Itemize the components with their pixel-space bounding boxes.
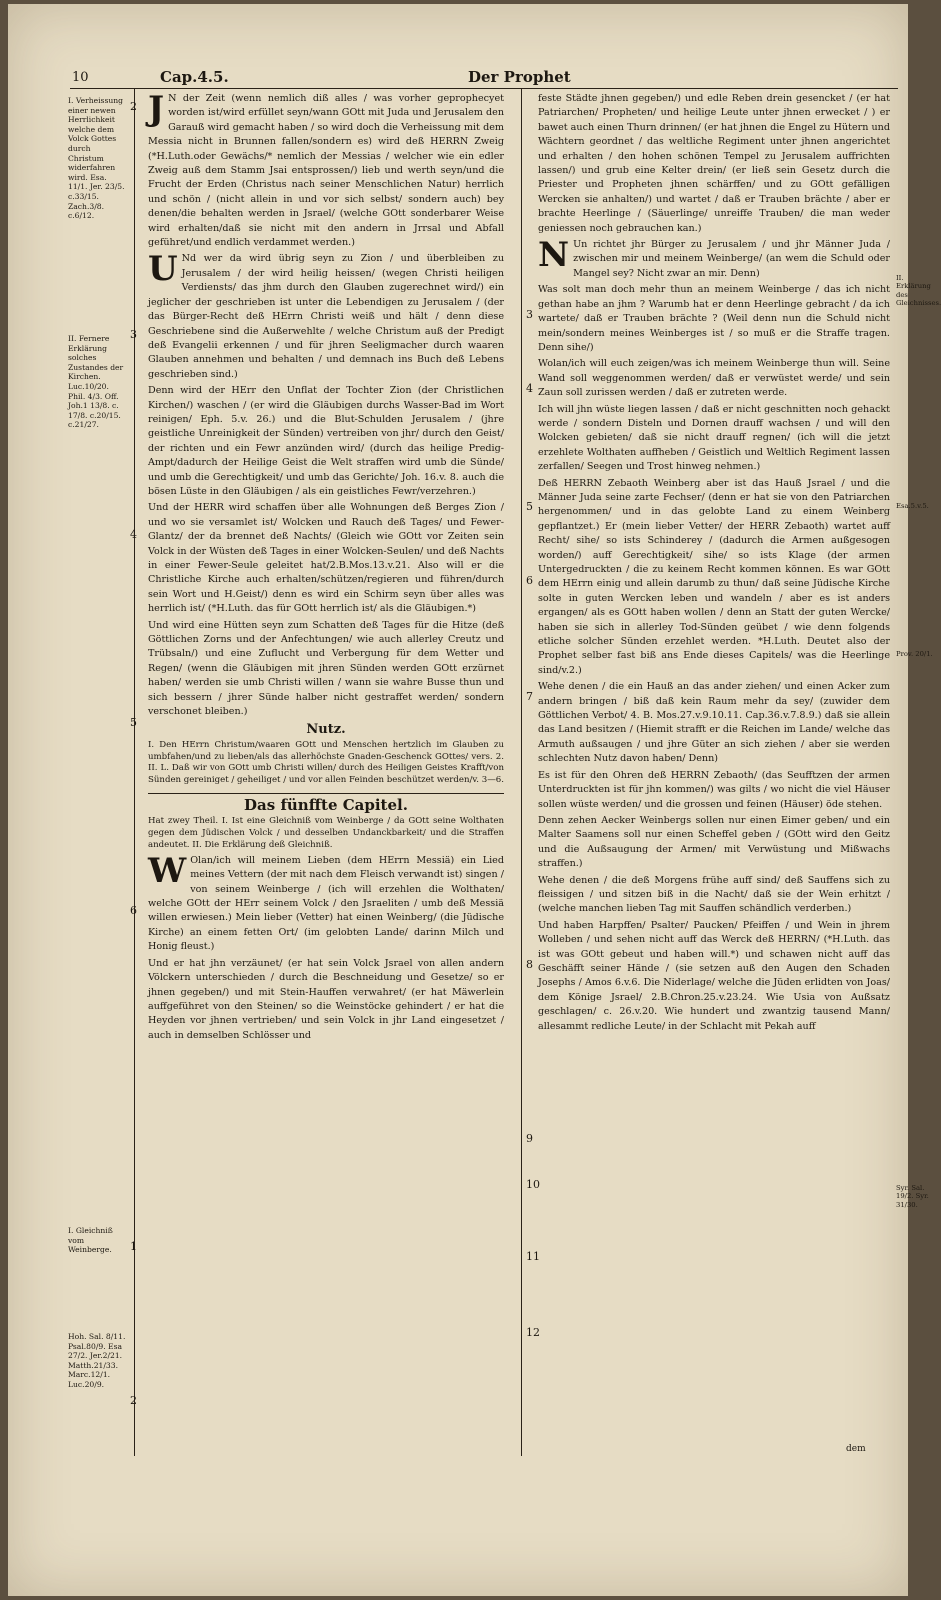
- chapter-title: Das fünffte Capitel.: [148, 793, 504, 812]
- margin-gloss: Esa.5.v.5.: [896, 502, 929, 510]
- column-rule: [521, 88, 522, 1456]
- drop-cap: J: [148, 89, 165, 129]
- verse-number: 3: [526, 308, 533, 321]
- paragraph: Und der HERR wird schaffen über alle Wohnungen deß Berges Zion / und wo sie versamlet ist/ Wolcken und Rauch deß Tages/ und Fewer-Glantz/ der da brennet deß Nachts/ (Gleich wie GOtt vor Zeiten sein Volck in der Wüsten deß Tages in einer Wolcken-Seulen/ und deß Nachts in einer Fewer-Seule geleitet hat/2.B.Mos.13.v.21. Also will er die Christliche Kirche auch erhalten/schützen/regieren und führen/durch sein Wort und H.Geist/) denn es wird ein Schirm seyn über alles was herrlich ist/ (*H.Luth. das für GOtt herrlich ist/ als die Gläubigen.*): [148, 502, 504, 615]
- paragraph: Denn zehen Aecker Weinbergs sollen nur einen Eimer geben/ und ein Malter Saamens soll nur einen Scheffel geben / (GOtt wird den Geitz und die Außsaugung der Armen/ mit Verwüstung und Mißwachs straffen.): [538, 814, 890, 870]
- paragraph: U Nd wer da wird übrig seyn zu Zion / und überbleiben zu Jerusalem / der wird heilig heissen/ (wegen Christi heiligen Verdiensts/ das jhm durch den Glauben zugerechnet wird/) ein jeglicher der geschrieben ist unter die Lebendigen zu Jerusalem / (der das Bürger-Recht deß HErrn Christi weiß und hält / denn diese Geschriebene sind die Außerwehlte / welche Christum auß der Predigt deß Evangelii erkennen / und für jhren Seeligmacher durch waaren Glauben annehmen und behalten / und demnach ins Buch deß Lebens geschrieben sind.): [148, 249, 504, 380]
- left-column: [148, 89, 504, 1045]
- margin-gloss: II. Fernere Erklärung solches Zustandes der Kirchen. Luc.10/20. Phil. 4/3. Off. Joh.1 13/8. c. 17/8. c.20/15. c.21/27.: [68, 334, 124, 430]
- paragraph: Und haben Harpffen/ Psalter/ Paucken/ Pfeiffen / und Wein in jhrem Wolleben / und sehen nicht auff das Werck deß HERRN/ (*H.Luth. das ist was GOtt gebeut und haben will.*) und schawen nicht auff das Geschäfft seiner Hände / (sie setzen auß den Augen den Schaden Josephs / Amos 6.v.6. Die Niderlage/ welche die Jüden erlidten von Joas/ dem Könige Jsrael/ 2.B.Chron.25.v.23.24. Wie Usia von Außsatz geschlagen/ c. 26.v.20. Wie hundert und zwantzig tausend Mann/ allesammt redliche Leute/ in der Schlacht mit Pekah auff: [538, 919, 890, 1032]
- margin-gloss: Prov. 20/1.: [896, 650, 933, 658]
- catchword: dem: [846, 1444, 866, 1454]
- paragraph: Was solt man doch mehr thun an meinem Weinberge / das ich nicht gethan habe an jhm ? Warumb hat er denn Heerlinge gebracht / da ich wartete/ daß er Trauben brächte ? (Weil denn nun die Schuld nicht mein/sondern meines Weinberges ist / so muß er die Straffe tragen. Denn sihe/): [538, 284, 890, 353]
- verse-number: 6: [130, 904, 137, 917]
- verse-number: 1: [130, 1240, 137, 1253]
- verse-number: 4: [526, 382, 533, 395]
- drop-cap: W: [148, 850, 187, 891]
- nutz-heading: Nutz.: [306, 722, 346, 738]
- verse-number: 5: [526, 500, 533, 513]
- running-head-chapter: Cap.4.5.: [160, 68, 229, 86]
- verse-number: 7: [526, 690, 533, 703]
- drop-cap: N: [538, 235, 570, 276]
- verse-number: 11: [526, 1250, 540, 1263]
- verse-number: 3: [130, 328, 137, 341]
- verse-number: 12: [526, 1326, 540, 1339]
- margin-gloss: Hoh. Sal. 8/11. Psal.80/9. Esa 27/2. Jer.2/21. Matth.21/33. Marc.12/1. Luc.20/9.: [68, 1332, 126, 1389]
- drop-cap: U: [148, 249, 178, 290]
- margin-gloss: II. Erklärung des Gleichnisses.: [896, 274, 941, 308]
- margin-gloss: I. Verheissung einer newen Herrlichkeit welche dem Volck Gottes durch Christum widerfahren wird. Esa. 11/1. Jer. 23/5. c.33/15. Zach.3/8. c.6/12.: [68, 96, 125, 221]
- paragraph: W Olan/ich will meinem Lieben (dem HErrn Messiä) ein Lied meines Vettern (der mit nach dem Fleisch verwandt ist) singen / von seinem Weinberge / (ich will erzehlen die Wolthaten/ welche GOtt der HErr seinem Volck / den Jsraeliten / umb deß Messiä willen erwiesen.) Mein lieber (Vetter) hat einen Weinberg/ (die Jüdische Kirche) an einem fetten Ort/ (im gelobten Lande/ darinn Milch und Honig fleust.): [148, 850, 504, 953]
- nutz-text: I. Den HErrn Christum/waaren GOtt und Menschen hertzlich im Glauben zu umbfahen/und zu lieben/als das allerhöchste Gnaden-Geschenck GOttes/ vers. 2. II. L. Daß wir von GOtt umb Christi willen/ durch des Heiligen Geistes Krafft/von Sünden gereiniget / geheiliget / und vor allen Feinden beschützet werden/v. 3—6.: [148, 739, 504, 786]
- paragraph: Ich will jhn wüste liegen lassen / daß er nicht geschnitten noch gehackt werde / sondern Disteln und Dornen drauff wachsen / und will den Wolcken gebieten/ daß sie nicht drauff regnen/ (ich will die jetzt erzehlete Wolthaten auffheben / Geistlich und Weltlich Regiment lassen zerfallen/ Seegen und Trost hinweg nehmen.): [538, 403, 890, 473]
- paragraph: feste Städte jhnen gegeben/) und edle Reben drein gesencket / (er hat Patriarchen/ Propheten/ und heilige Leute unter jhnen erwecket / ) er bawet auch einen Thurn drinnen/ (er hat jhnen die Engel zu Hütern und Wächtern geordnet / das weltliche Regiment unter jhnen angerichtet und erhalten / den hohen schönen Tempel zu Jerusalem auffrichten lassen/) und grub eine Kelter drein/ (er ließ sein Gesetz durch die Priester und Propheten jhnen schärffen/ und zu GOtt gefälligen Wercken sie anhalten/) und wartet / daß er Trauben brächte / aber er brachte Heerlinge / (Säuerlinge/ unreiffe Trauben/ die man weder geniessen noch gebrauchen kan.): [538, 93, 890, 234]
- verse-number: 6: [526, 574, 533, 587]
- folio-number: 10: [72, 70, 89, 85]
- verse-number: 4: [130, 528, 137, 541]
- verse-number: 8: [526, 958, 533, 971]
- paragraph: Wolan/ich will euch zeigen/was ich meinem Weinberge thun will. Seine Wand soll weggenommen werden/ daß er verwüstet werde/ und sein Zaun soll zurissen werden / daß er zutreten werde.: [538, 358, 890, 399]
- verse-number: 5: [130, 716, 137, 729]
- paragraph: Wehe denen / die deß Morgens frühe auff sind/ deß Sauffens sich zu fleissigen / und sitzen biß in die Nacht/ daß sie der Wein erhitzt / (welche manchen lieben Tag mit Sauffen schändlich verderben.): [538, 874, 890, 915]
- paragraph: Denn wird der HErr den Unflat der Tochter Zion (der Christlichen Kirchen/) waschen / (er wird die Gläubigen durchs Wasser-Bad im Wort reinigen/ Eph. 5.v. 26.) und die Blut-Schulden Jerusalem / (jhre geistliche Unreinigkeit der Sünden) vertreiben von jhr/ durch den Geist/ der richten und ein Fewr anzünden wird/ (durch das heilige Predig-Ampt/dadurch der Heilige Geist die Welt straffen wird umb die Sünde/ und umb die Gerechtigkeit/ und umb das Gerichte/ Joh. 16.v. 8. auch die bösen Lüste in den Gläubigen / als ein geistliches Fewr/verzehren.): [148, 385, 504, 497]
- paragraph: Es ist für den Ohren deß HERRN Zebaoth/ (das Seufftzen der armen Unterdruckten ist für jhn kommen/) was gilts / wo nicht die viel Häuser sollen wüste werden/ und die grossen und feinen (Häuser) öde stehen.: [538, 769, 890, 810]
- verse-number: 2: [130, 1394, 137, 1407]
- verse-number: 10: [526, 1178, 540, 1191]
- paragraph: Wehe denen / die ein Hauß an das ander ziehen/ und einen Acker zum andern bringen / biß daß kein Raum mehr da sey/ (zuwider dem Göttlichen Verbot/ 4. B. Mos.27.v.9.10.11. Cap.36.v.7.8.9.) daß sie allein das Land besitzen / (Hiemit strafft er die Reichen im Lande/ welche das Armuth außsaugen / und jhre Güter an sich ziehen / aber sie werden schlechten Nutz davon haben/ Denn): [538, 681, 890, 765]
- paragraph: Deß HERRN Zebaoth Weinberg aber ist das Hauß Jsrael / und die Männer Juda seine zarte Fechser/ (denn er hat sie von den Patriarchen hergenommen/ und in das gelobte Land zu einem Weinberg gepflantzet.) Er (mein lieber Vetter/ der HERR Zebaoth) wartet auff Recht/ sihe/ so ists Schinderey / (dadurch die Armen außgesogen worden/) auff Gerechtigkeit/ sihe/ so ists Klage (der armen Untergedruckten / die zu keinem Recht kommen können. Es war GOtt dem HErrn einig und allein darumb zu thun/ daß seine Jüdische Kirche solte in guten Wercken leben und wandeln / aber es ist anders ergangen/ als es GOtt haben wollen / denn an Statt der guten Wercke/ haben sie sich in allerley Tod-Sünden geübet / wie denn folgends etliche solcher Sünden erzehlet werden. *H.Luth. Deutet also der Prophet selber fast biß ans Ende dieses Capitels/ was die Heerlinge sind/v.2.): [538, 477, 890, 676]
- running-head-title: Der Prophet: [468, 68, 571, 86]
- verse-number: 2: [130, 100, 137, 113]
- margin-gloss: I. Gleichniß vom Weinberge.: [68, 1226, 113, 1255]
- paragraph: N Un richtet jhr Bürger zu Jerusalem / und jhr Männer Juda / zwischen mir und meinem Weinberge/ (an wem die Schuld oder Mangel sey? Nicht zwar an mir. Denn): [538, 235, 890, 279]
- scanned-page: [8, 4, 941, 1596]
- paragraph: J N der Zeit (wenn nemlich diß alles / was vorher geprophecyet worden ist/wird erfüllet seyn/wann GOtt mit Juda und Jerusalem den Garauß wird gemacht haben / so wird doch die Verheissung mit dem Messia nicht in Brunnen fallen/sondern es) wird deß HERRN Zweig (*H.Luth.oder Gewächs/* nemlich der Messias / welcher wie ein edler Zweig auß dem Stamm Jsai entsprossen/) lieb und werth seyn/und die Frucht der Erden (Christus nach seiner Menschlichen Natur) herrlich und schön / (nicht allein in und vor sich selbst/ sondern auch) bey denen/die behalten werden in Jsrael/ (welche GOtt sonderbarer Weise wird erhalten/daß sie nicht mit den andern in Jrrsal und Abfall geführet/und endlich verdammet werden.): [148, 89, 504, 249]
- paragraph: Und er hat jhn verzäunet/ (er hat sein Volck Jsrael von allen andern Völckern unterschieden / durch die Beschneidung und Gesetze/ so er jhnen gegeben/) und mit Stein-Hauffen verwahret/ (er hat Mäwerlein auffgeführet von den Steinen/ so die Weinstöcke gehindert / er hat die Heyden vor jhnen vertrieben/ und sein Volck in jhr Land eingesetzet / auch in demselben Schlösser und: [148, 957, 504, 1041]
- paragraph: Und wird eine Hütten seyn zum Schatten deß Tages für die Hitze (deß Göttlichen Zorns und der Anfechtungen/ wie auch allerley Creutz und Trübsaln/) und eine Zuflucht und Verbergung für dem Wetter und Regen/ (wenn die Gläubigen mit jhren Sünden werden GOtt erzürnet haben/ werden sie umb Christi willen / wann sie wahre Busse thun und sich bessern / jhrer Sünde halber nicht gestraffet werden/ sondern verschonet bleiben.): [148, 619, 504, 718]
- margin-gloss: Syr. Sal. 19/2. Syr. 31/30.: [896, 1184, 929, 1209]
- chapter-summary: Hat zwey Theil. I. Ist eine Gleichniß vom Weinberge / da GOtt seine Wolthaten gegen dem Jüdischen Volck / und desselben Undanckbarkeit/ und die Straffen andeutet. II. Die Erklärung deß Gleichniß.: [148, 816, 504, 851]
- right-column: [538, 92, 890, 1036]
- header-rule: [70, 88, 898, 89]
- verse-number: 9: [526, 1132, 533, 1145]
